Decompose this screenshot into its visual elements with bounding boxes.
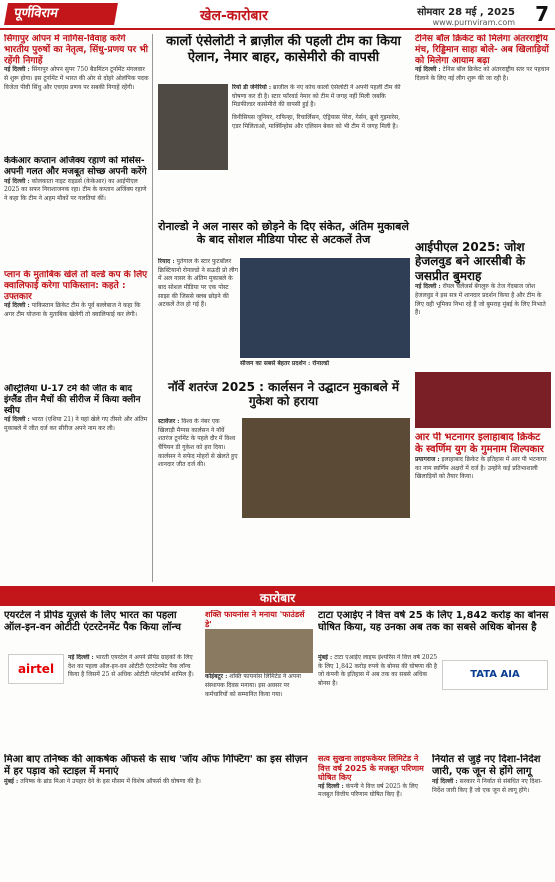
article-body: [415, 66, 551, 83]
body-text: भारती एयरटेल ने अपने प्रीपेड ग्राहकों के लिए देश का पहला ऑल-इन-वन ओटीटी एंटरटेनमेंट पैक लॉन्च किया है जिसमें 25 से अधिक ओटीटी प्लेटफॉर्म शामिल हैं।: [68, 654, 194, 679]
section-band-label: कारोबार: [259, 591, 296, 605]
article-body: [415, 456, 551, 482]
body-text: ब्राजील के नए कोच कार्लो एंसेलोटी ने अपनी पहली टीम की घोषणा कर दी है। स्टार फॉरवर्ड नेमार को टीम में जगह नहीं मिली जबकि मिडफील्डर कासेमीरो की वापसी हुई है।: [232, 84, 401, 109]
dateline: रियो डी जेनेरियो :: [232, 84, 272, 91]
dateline: मुंबई :: [318, 654, 333, 661]
body-text: टाटा एआईए लाइफ इंश्योरेंस ने वित्त वर्ष 2025 के लिए 1,842 करोड़ रुपये के बोनस की घोषणा की है जो कंपनी के इतिहास में अब तक का सबसे अधिक बोनस है।: [318, 654, 438, 688]
body-text: शक्ति फायनांस लिमिटेड ने अपना संस्थापक दिवस मनाया। इस अवसर पर कर्मचारियों को सम्मानित किया गया।: [205, 673, 301, 698]
article-body: [4, 302, 150, 319]
dateline: नई दिल्ली :: [4, 302, 30, 310]
airtel-logo-text: airtel: [17, 662, 55, 676]
body-text: सिंगापुर ओपन सुपर 750 बैडमिंटन टूर्नामेंट मंगलवार से शुरू होगा। इस टूर्नामेंट में भारत की ओर से दोहरे ओलंपिक पदक विजेता पीवी सिंधु और एचएस प्रणय पर सबकी निगाहें रहेंगी।: [4, 66, 149, 91]
article-ronaldo-body: [158, 258, 238, 358]
body-text: भारत (एशिया 21) ने यहां खेले गए तीसरे और अंतिम मुकाबले में जीत दर्ज कर सीरीज अपने नाम कर ली।: [4, 416, 148, 433]
headline: टेनिस बॉल क्रिकेट को मिलेगा अंतरराष्ट्रीय मंच, रिड्डिमान साहा बोले- अब खिलाड़ियों को मिलेगा आयाम बढ़ा: [415, 34, 549, 66]
article-body: [4, 778, 314, 787]
article-body: [232, 84, 410, 110]
masthead-website: www.purnviram.com: [432, 18, 515, 27]
article-body: [415, 283, 551, 318]
headline: केकेआर कप्तान अजिंक्य रहाणे को मोसेंस- अपनी गलत और मजबूत सोच्छ अपनी करेंगे: [4, 156, 147, 177]
article-brazil-body: [232, 84, 410, 216]
article-shakti: [205, 610, 313, 750]
dateline: नई दिल्ली :: [415, 66, 441, 74]
dateline: नई दिल्ली :: [432, 778, 458, 785]
article-body: [158, 418, 238, 470]
article-airtel-body: [68, 654, 200, 750]
headline: सिंगापुर ओपन में नागिस-विवाह करेंगे भारतीय पुरुषों का नेतृत्व, सिंधु-प्रणय पर भी रहेंगी निगाहें: [4, 34, 149, 66]
article-tata-body: [318, 654, 438, 750]
photo-ancelotti: [158, 84, 228, 170]
column-rule: [152, 34, 153, 582]
headline: निर्यात से जुड़े नए दिशा-निर्देश जारी, एक जून से होंगे लागू: [432, 754, 541, 777]
body-text: कोलकाता नाइट राइडर्स (केकेआर) का आईपीएल 2025 का सफर निराशाजनक रहा। टीम के कप्तान अजिंक्य रहाणे ने कहा कि टीम ने अहम मौकों पर गलतियां कीं।: [4, 177, 147, 202]
airtel-logo: [8, 654, 64, 684]
article-bhatnagar: [415, 432, 551, 582]
headline: आईपीएल 2025: जोश हेजलवुड बने आरसीबी के जसप्रीत बुमराह: [415, 240, 526, 283]
tata-logo: [442, 660, 548, 690]
article-chess-headline: [156, 380, 411, 416]
section-band: [0, 586, 555, 606]
headline: ऑस्ट्रेलिया U-17 टर्म की जीत के बाद इंग्लैंड तीन मैचों की सीरीज में किया क्लीन स्वीप: [4, 384, 141, 416]
body-text: रॉयल चैलेंजर्स बेंगलुरु के तेज गेंदबाज जोश हेजलवुड ने इस सत्र में शानदार प्रदर्शन किया है और टीम के लिए वही भूमिका निभा रहे हैं जो बुमराह मुंबई के लिए निभाते हैं।: [415, 283, 546, 317]
dateline: नई दिल्ली :: [415, 283, 441, 291]
article-u17: [4, 384, 150, 582]
article-body: [432, 778, 551, 795]
dateline: रियाद :: [158, 258, 175, 265]
dateline: नई दिल्ली :: [4, 177, 30, 185]
article-pakistan: [4, 270, 150, 380]
article-satva: [318, 754, 428, 878]
tata-logo-text: TATA AIA: [470, 669, 520, 680]
article-export: [432, 754, 551, 878]
article-body: [318, 654, 438, 689]
dateline: प्रयागराज :: [415, 456, 440, 463]
headline: आर पी भटनागर इलाहाबाद क्रिकेट के स्वर्णिम युग के गुमनाम शिल्पकार: [415, 432, 544, 455]
headline: सत्व सुखना लाइफकेयर लिमिटेड ने वित्त वर्ष 2025 के मजबूत परिणाम घोषित किए: [318, 754, 424, 783]
dateline: नई दिल्ली :: [318, 782, 344, 790]
article-ronaldo-headline: [156, 220, 411, 256]
article-tata-headline: [318, 610, 551, 650]
body-text: सरकार ने निर्यात से संबंधित नए दिशा-निर्देश जारी किए हैं जो एक जून से लागू होंगे।: [432, 778, 543, 794]
article-body: [4, 416, 150, 433]
headline: कार्लो एंसेलोटी ने ब्राज़ील की पहली टीम का किया ऐलान, नेमार बाहर, कासेमीरो की वापसी: [166, 34, 401, 65]
dateline: स्टावेंजर :: [158, 418, 180, 425]
body-text: पुर्तगाल के स्टार फुटबॉलर क्रिस्टियानो रोनाल्डो ने सऊदी प्रो लीग में अल नासर के अंतिम मुकाबले के बाद सोशल मीडिया पर एक पोस्ट साझा की जिससे क्लब छोड़ने की अटकलें तेज हो गई हैं।: [158, 258, 238, 309]
headline: शक्ति फायनांस ने मनाया 'फाउंडर्स डे': [205, 610, 305, 629]
photo-chess: [242, 418, 410, 518]
dateline: नई दिल्ली :: [4, 416, 30, 424]
caption-text: सीजन का सबसे बेहतर प्रदर्शन : रोनाल्डो: [240, 360, 329, 367]
photo-caption: [240, 360, 410, 374]
dateline: नई दिल्ली :: [4, 66, 30, 74]
article-tennis-ball: [415, 34, 551, 234]
photo-shakti: [205, 629, 313, 673]
masthead: [0, 0, 555, 30]
body-text: इलाहाबाद क्रिकेट के इतिहास में आर पी भटनागर का नाम स्वर्णिम अक्षरों में दर्ज है। उन्होंने कई प्रतिभाशाली खिलाड़ियों को तैयार किया।: [415, 456, 547, 481]
photo-ronaldo: [240, 258, 410, 358]
page-number: 7: [535, 2, 549, 26]
article-chess-body: [158, 418, 238, 582]
article-body: [205, 673, 313, 699]
section-title: खेल-कारोबार: [200, 8, 268, 24]
article-hazlewood: [415, 240, 551, 370]
body-text-more: विनीसियस जूनियर, राफिन्हा, रिचार्लिसन, एंड्रियास पेरेरा, गेर्सन, ब्रूनो गुइमारेस, एडर मिलिताओ, मार्क्विन्होस और एलिसन बेकर को भी टीम में जगह मिली है।: [232, 114, 401, 130]
headline: मिआ बाए तनिष्क की आकर्षक ऑफर्स के साथ 'जॉय ऑफ गिफ्टिंग' का इस सीज़न में हर पड़ाव को स्टाइल में मनाएं: [4, 754, 308, 777]
photo-hazlewood: [415, 372, 551, 428]
article-mia: [4, 754, 314, 878]
article-body: [68, 654, 200, 680]
body-text: पाकिस्तान क्रिकेट टीम के पूर्व बल्लेबाज ने कहा कि अगर टीम योजना के मुताबिक खेलेगी तो क्वालिफाई कर लेगी।: [4, 302, 141, 319]
body-text: विश्व के नंबर एक खिलाड़ी मैग्नस कार्लसन ने नॉर्वे शतरंज टूर्नामेंट के पहले दौर में विश्व चैंपियन डी गुकेश को हरा दिया। कार्लसन ने सफेद मोहरों से खेलते हुए शानदार जीत दर्ज की।: [158, 418, 238, 469]
masthead-date-text: सोमवार 28 मई , 2025: [417, 7, 515, 18]
dateline: मुंबई :: [4, 778, 19, 785]
article-body: [318, 783, 428, 800]
dateline: कोइंबटूर :: [205, 673, 228, 681]
headline: टाटा एआईए ने वित्त वर्ष 25 के लिए 1,842 करोड़ का बोनस घोषित किया, यह उनका अब तक का सबसे अधिक बोनस है: [318, 610, 549, 633]
article-body: [4, 66, 150, 92]
masthead-date: [417, 4, 515, 27]
masthead-logo: पूर्णविराम: [4, 3, 118, 25]
body-text: टेनिस बॉल क्रिकेट को अंतरराष्ट्रीय स्तर पर पहचान दिलाने के लिए नई लीग शुरू की जा रही है।: [415, 66, 550, 83]
headline: एयरटेल ने प्रीपेड यूज़र्स के लिए भारत का पहला ऑल-इन-वन ओटीटी एंटरटेनमेंट पैक किया लॉन्च: [4, 610, 181, 633]
article-kkr: [4, 156, 150, 266]
article-brazil-headline: [156, 34, 411, 82]
article-airtel-headline: [4, 610, 200, 650]
headline: प्लान के मुताबिक खेले तो वर्ल्ड कप के लिए क्वालिफाई करेगा पाकिस्तान: कहते : उफ्तकार: [4, 270, 148, 302]
article-body: [4, 178, 150, 204]
headline: रोनाल्डो ने अल नासर को छोड़ने के दिए संकेत, अंतिम मुकाबले के बाद सोशल मीडिया पोस्ट से अटकलें तेज: [158, 220, 409, 247]
article-body: [158, 258, 238, 310]
dateline: नई दिल्ली :: [68, 654, 94, 661]
body-text: कंपनी ने वित्त वर्ष 2025 के लिए मजबूत वित्तीय परिणाम घोषित किए हैं।: [318, 782, 419, 799]
body-text: तनिष्क के ब्रांड मिआ ने उपहार देने के इस मौसम में विशेष ऑफर्स की घोषणा की है।: [20, 778, 201, 785]
article-singapore-open: [4, 34, 150, 152]
headline: नॉर्वे शतरंज 2025 : कार्लसन ने उद्घाटन मुकाबले में गुकेश को हराया: [167, 380, 400, 409]
